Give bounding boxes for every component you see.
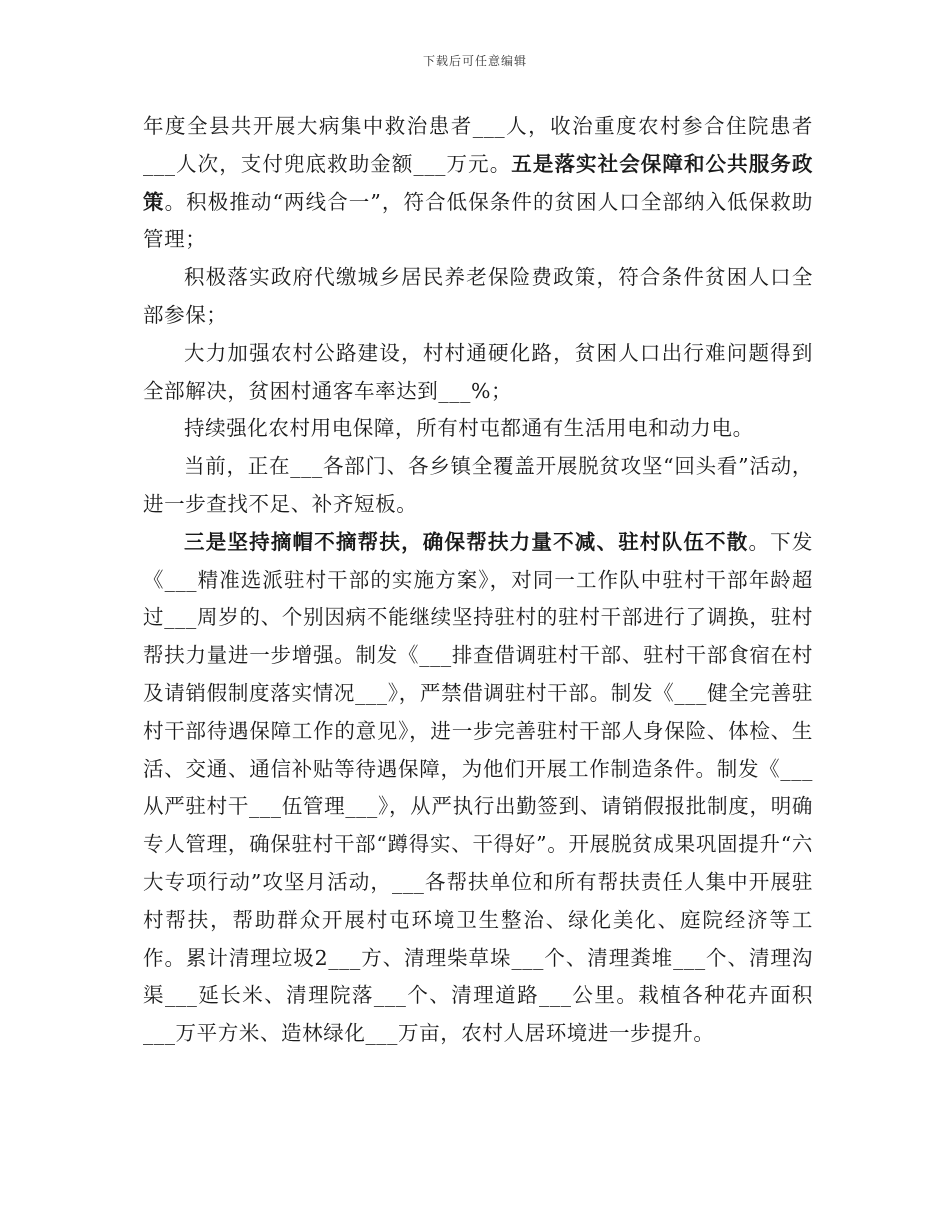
paragraph-4 <box>143 410 813 448</box>
paragraph-2 <box>143 259 813 335</box>
paragraph-1-text-1: 年度全县共开展大病集中救治患者___人，收治重度农村参合住院患者___人次，支付兜底救助金额___万元。 <box>143 114 813 176</box>
paragraph-2-text: 积极落实政府代缴城乡居民养老保险费政策，符合条件贫困人口全部参保； <box>143 265 813 327</box>
paragraph-3 <box>143 335 813 411</box>
paragraph-1 <box>143 108 813 259</box>
document-body <box>143 108 813 1053</box>
paragraph-1-text-2: 。积极推动“两线合一”，符合低保条件的贫困人口全部纳入低保救助管理； <box>143 189 814 252</box>
paragraph-6-text: 。下发《___精准选派驻村干部的实施方案》，对同一工作队中驻村干部年龄超过___周岁的、个别因病不能继续坚持驻村的驻村干部进行了调换，驻村帮扶力量进一步增强。制发《___排查借调驻村干部、驻村干部食宿在村及请销假制度落实情况___》，严禁借调驻村干部。制发《___健全完善驻村干部待遇保障工作的意见》，进一步完善驻村干部人身保险、体检、生活、交通、通信补贴等待遇保障，为他们开展工作制造条件。制发《___从严驻村干___伍管理___》，从严执行出勤签到、请销假报批制度，明确专人管理，确保驻村干部“蹲得实、干得好”。开展脱贫成果巩固提升“六大专项行动”攻坚月活动，___各帮扶单位和所有帮扶责任人集中开展驻村帮扶，帮助群众开展村屯环境卫生整治、绿化美化、庭院经济等工作。累计清理垃圾2___方、清理柴草垛___个、清理粪堆___个、清理沟渠___延长米、清理院落___个、清理道路___公里。栽植各种花卉面积___万平方米、造林绿化___万亩，农村人居环境进一步提升。 <box>143 529 813 1046</box>
paragraph-3-text: 大力加强农村公路建设，村村通硬化路，贫困人口出行难问题得到全部解决，贫困村通客车率达到___%； <box>143 340 813 403</box>
paragraph-1-heading-bold: 五是落实社会保障和公共服务政策 <box>143 151 813 214</box>
paragraph-6 <box>143 524 813 1053</box>
paragraph-5-text: 当前，正在___各部门、各乡镇全覆盖开展脱贫攻坚“回头看”活动，进一步查找不足、补齐短板。 <box>143 454 813 516</box>
paragraph-4-text: 持续强化农村用电保障，所有村屯都通有生活用电和动力电。 <box>184 416 754 441</box>
page-header: 下载后可任意编辑 <box>422 54 527 68</box>
paragraph-5 <box>143 448 813 524</box>
paragraph-6-heading-bold: 三是坚持摘帽不摘帮扶，确保帮扶力量不减、驻村队伍不散 <box>184 529 749 554</box>
